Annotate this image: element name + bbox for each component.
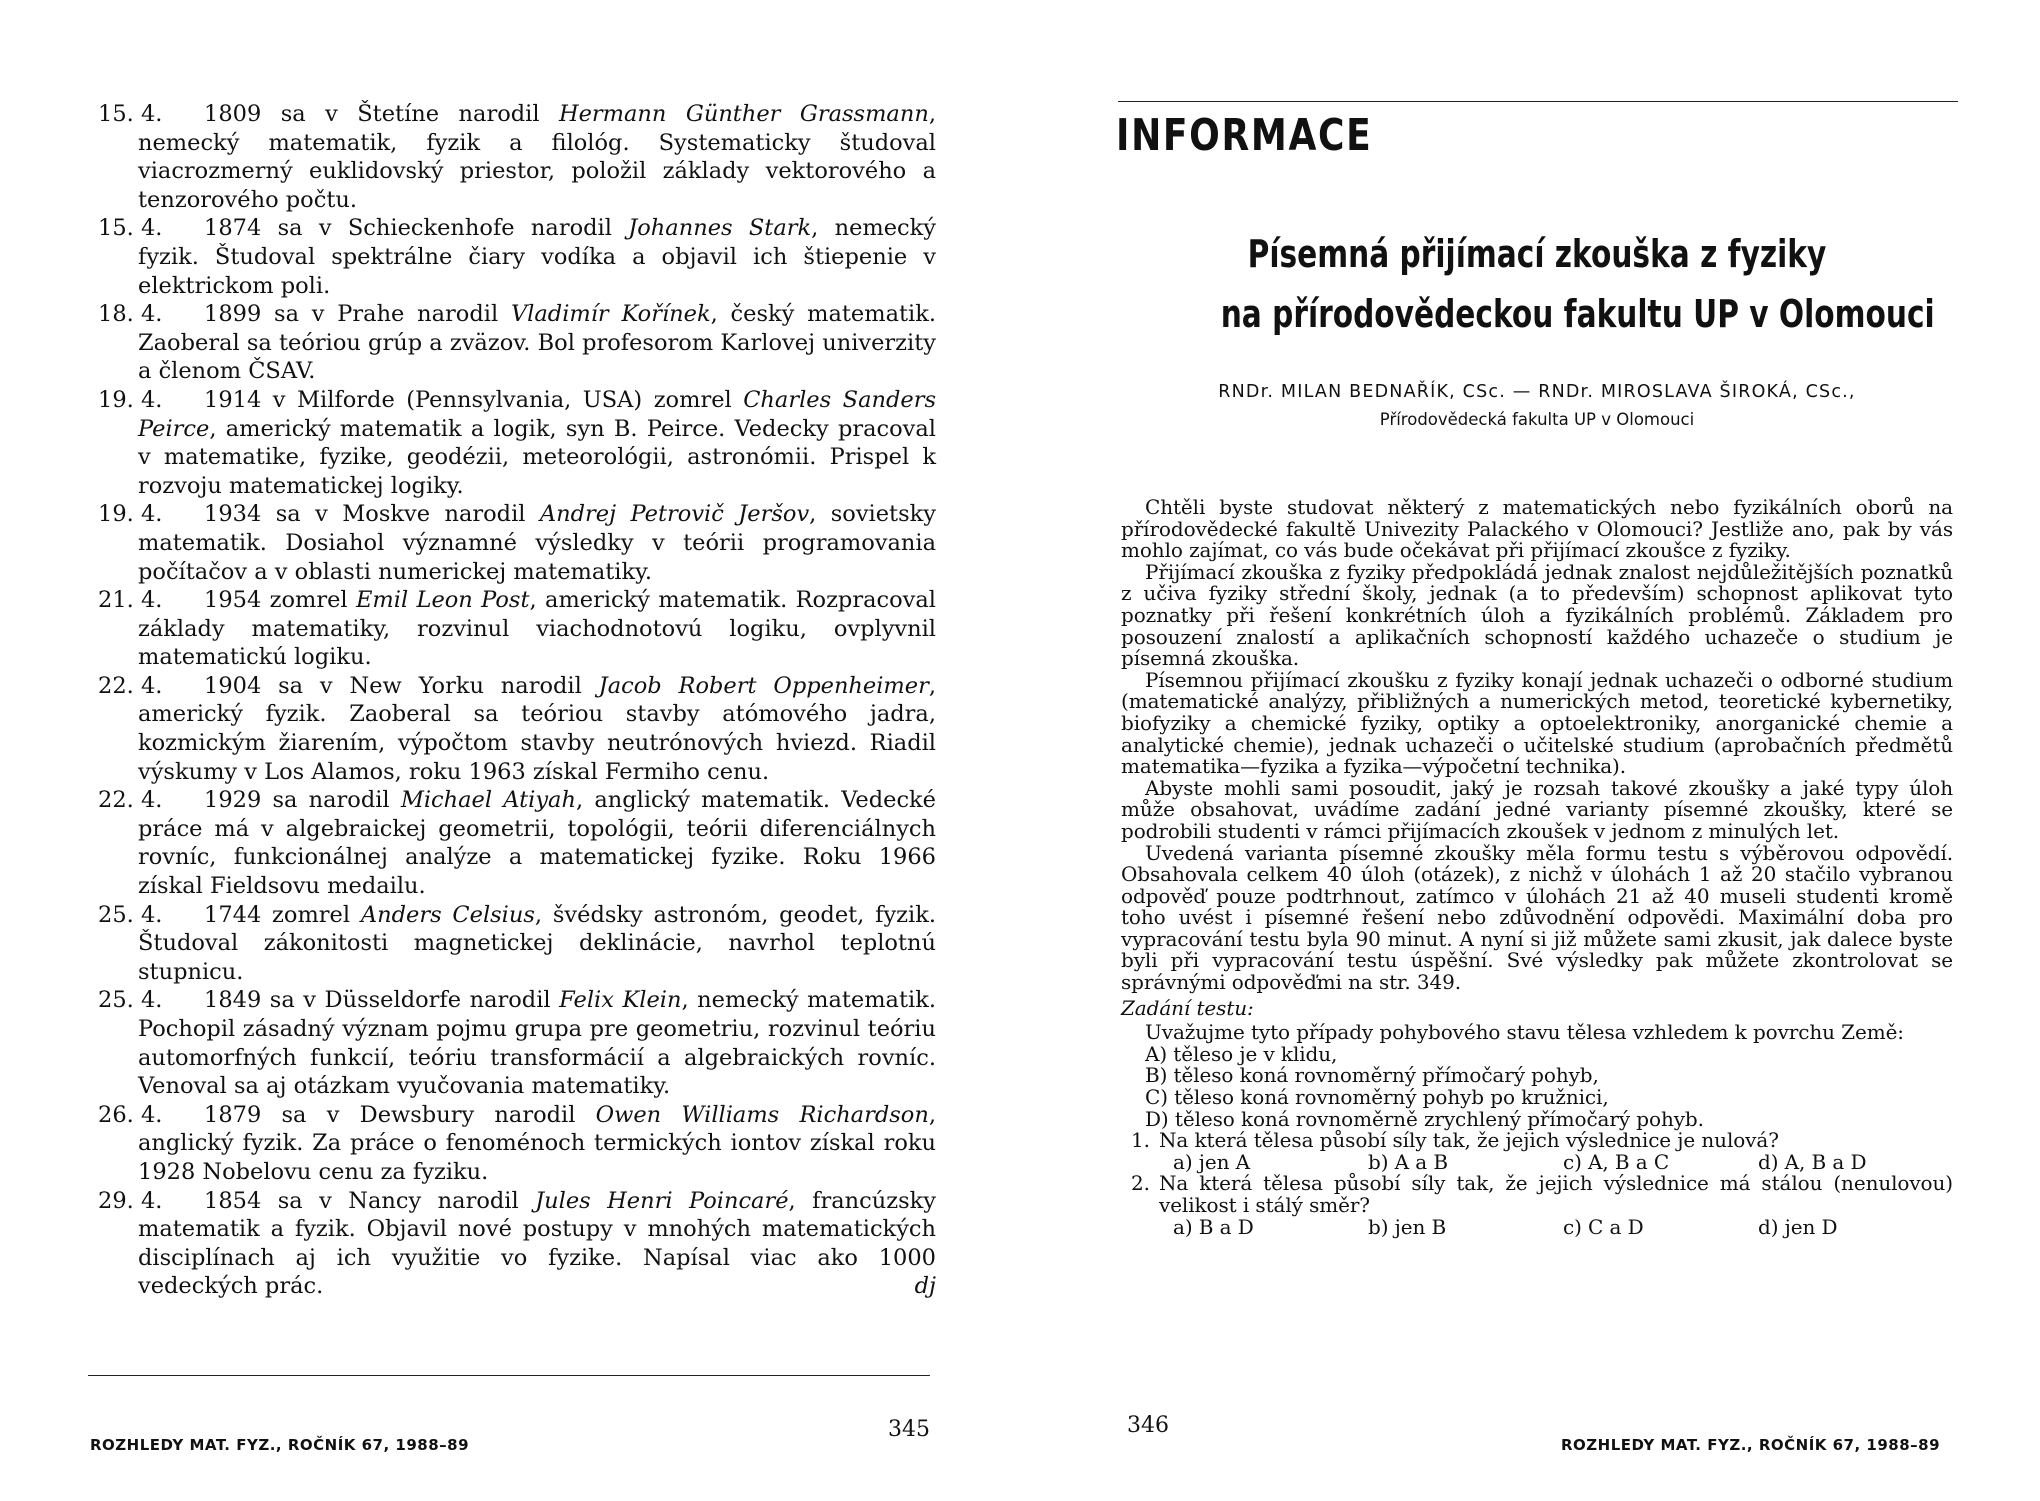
question-text: 1. Na která tělesa působí síly tak, že jejich výslednice je nulová? [1131, 1128, 1779, 1153]
article-authors: RNDr. MILAN BEDNAŘÍK, CSc. — RNDr. MIROSLAVA ŠIROKÁ, CSc., [1218, 382, 1856, 402]
case-item: B) těleso koná rovnoměrný přímočarý pohyb, [1145, 1063, 1599, 1088]
person-name: Charles Sanders Peirce [138, 386, 936, 442]
page-number-left: 345 [888, 1417, 930, 1442]
case-list [1121, 1041, 1953, 1131]
article-paragraph: Uvedená varianta písemné zkoušky měla formu testu s výběrovou odpovědí. Obsahovala celkem 40 úloh (otázek), z nichž v úlohách 1 až 20 stačilo vybranou odpověď pouze podtrhnout, zatímco v úlohách 21 až 40 museli studenti kromě toho uvést i písemné řešení nebo zdůvodnění odpovědi. Maximální doba pro vypracování testu byla 90 minut. A nyní si již můžete sami zkusit, jak dalece byste byli při vypracování testu úspěšní. Své výsledky pak můžete zkontrolovat se správnými odpověďmi na str. 349. [1121, 840, 1953, 995]
entry-text: 1849 sa v Düsseldorfe narodil Felix Klein, nemecký matematik. Pochopil zásadný význam pojmu grupa pre geometriu, rozvinul teóriu automorfných funkcií, teóriu transformácií a algebraických rovníc. Venoval sa aj otázkam vyučovania matematiky. [138, 987, 936, 1100]
article-paragraph: Abyste mohli sami posoudit, jaký je rozsah takové zkoušky a jaké typy úloh může obsahovat, uvádíme zadání jedné varianty písemné zkoušky, které se podrobili studenti v rámci přijímacích zkoušek v jednom z minulých let. [1121, 775, 1953, 843]
answer-option[interactable]: c) C a D [1563, 1214, 1644, 1239]
anniversary-entry [98, 586, 936, 672]
test-label: Zadání testu: [1121, 995, 1254, 1020]
anniversary-entry [98, 500, 936, 586]
answer-option[interactable]: b) jen B [1368, 1214, 1447, 1239]
article-body [1121, 497, 1953, 1238]
person-name: Hermann Günther Grassmann [558, 101, 929, 127]
entry-text: 1809 sa v Štetíne narodil Hermann Günther Grassmann, nemecký matematik, fyzik a filológ. Systematicky študoval viacrozmerný euklidovský priestor, položil základy vektorového a tenzorového počtu. [138, 101, 936, 213]
section-rule [1118, 101, 1958, 102]
question-text: 2. Na která tělesa působí síly tak, že jejich výslednice má stálou (nenulovou) velikost i stálý směr? [1131, 1171, 1953, 1217]
person-name: Johannes Stark [628, 215, 812, 242]
person-name: Jacob Robert Oppenheimer [598, 672, 929, 699]
entry-text: 1914 v Milforde (Pennsylvania, USA) zomrel Charles Sanders Peirce, americký matematik a logik, syn B. Peirce. Vedecky pracoval v matematike, fyzike, geodézii, meteorológii, astronómii. Prispel k rozvoju matematickej logiky. [138, 386, 936, 499]
page-number-right: 346 [1127, 1413, 1169, 1438]
answer-option[interactable]: d) A, B a D [1758, 1149, 1867, 1174]
entry-date: 22. 4. [98, 672, 163, 699]
entry-date: 22. 4. [98, 787, 163, 814]
question [1121, 1173, 1953, 1238]
anniversary-entry [98, 672, 936, 786]
entry-text: 1904 sa v New Yorku narodil Jacob Robert Oppenheimer, americký fyzik. Zaoberal sa teóriou stavby atómového jadra, kozmickým žiarením, výpočtom stavby neutrónových hviezd. Riadil výskumy v Los Alamos, roku 1963 získal Fermiho cenu. [138, 672, 936, 785]
entry-text: 1874 sa v Schieckenhofe narodil Johannes Stark, nemecký fyzik. Študoval spektrálne čiary vodíka a objavil ich štiepenie v elektrickom poli. [138, 215, 936, 299]
question-number: 1. [1131, 1128, 1150, 1153]
question-number: 2. [1131, 1171, 1150, 1196]
entry-date: 29. 4. [98, 1187, 163, 1214]
person-name: Michael Atiyah [400, 787, 576, 814]
anniversary-entry [98, 1187, 936, 1301]
person-name: Anders Celsius [360, 901, 535, 928]
case-item: A) těleso je v klidu, [1145, 1041, 1338, 1066]
footer-journal-right: ROZHLEDY MAT. FYZ., ROČNÍK 67, 1988–89 [1561, 1436, 1941, 1454]
test-intro: Uvažujme tyto případy pohybového stavu tělesa vzhledem k povrchu Země: [1145, 1020, 1904, 1045]
entry-text: 1879 sa v Dewsbury narodil Owen Williams Richardson, anglický fyzik. Za práce o fenoménoch termických iontov získal roku 1928 Nobelovu cenu za fyziku. [138, 1101, 936, 1185]
entry-date: 21. 4. [98, 587, 163, 614]
entry-text: 1954 zomrel Emil Leon Post, americký matematik. Rozpracoval základy matematiky, rozvinul viachodnotovú logiku, ovplyvnil matematickú logiku. [138, 587, 936, 671]
question [1121, 1130, 1953, 1173]
entry-text: 1854 sa v Nancy narodil Jules Henri Poincaré, francúzsky matematik a fyzik. Objavil nové postupy v mnohých matematických disciplínach aj ich využitie vo fyzike. Napísal viac ako 1000 vedeckých prác. [138, 1187, 936, 1300]
case-item: C) těleso koná rovnoměrný pohyb po kružnici, [1145, 1085, 1609, 1110]
entry-date: 26. 4. [98, 1101, 163, 1128]
anniversary-list [98, 100, 936, 1301]
entry-date: 19. 4. [98, 501, 163, 528]
anniversary-entry [98, 901, 936, 987]
entry-text: 1744 zomrel Anders Celsius, švédsky astronóm, geodet, fyzik. Študoval zákonitosti magnetickej deklinácie, navrhol teplotnú stupnicu. [138, 901, 936, 985]
person-name: Jules Henri Poincaré [535, 1187, 789, 1214]
answer-option[interactable]: b) A a B [1368, 1149, 1448, 1174]
question-list [1121, 1130, 1953, 1238]
entry-text: 1899 sa v Prahe narodil Vladimír Kořínek, český matematik. Zaoberal sa teóriou grúp a zväzov. Bol profesorom Karlovej univerzity a členom ČSAV. [138, 301, 937, 385]
article-title-line-2: na přírodovědeckou fakultu UP v Olomouci [1220, 292, 1935, 336]
article-paragraph: Chtěli byste studovat některý z matematických nebo fyzikálních oborů na přírodovědecké fakultě Univezity Palackého v Olomouci? Jestliže ano, pak by vás mohlo zajímat, co vás bude očekávat při přijímací zkoušce z fyziky. [1121, 495, 1953, 563]
answer-options [1121, 1149, 1953, 1174]
person-name: Vladimír Kořínek [510, 301, 711, 328]
anniversary-entry [98, 986, 936, 1100]
anniversary-entry [98, 100, 936, 214]
person-name: Emil Leon Post [355, 587, 530, 614]
case-item: D) těleso koná rovnoměrně zrychlený přímočarý pohyb. [1145, 1106, 1704, 1131]
entry-date: 18. 4. [98, 301, 163, 328]
section-heading: INFORMACE [1116, 110, 1373, 161]
anniversary-entry [98, 214, 936, 300]
footer-journal-left: ROZHLEDY MAT. FYZ., ROČNÍK 67, 1988–89 [90, 1436, 470, 1454]
person-name: Andrej Petrovič Jeršov [539, 501, 810, 528]
answer-option[interactable]: d) jen D [1758, 1214, 1838, 1239]
entry-text: 1934 sa v Moskve narodil Andrej Petrovič Jeršov, sovietsky matematik. Dosiahol významné výsledky v teórii programovania počítačov a v oblasti numerickej matematiky. [138, 501, 936, 585]
article-affiliation: Přírodovědecká fakulta UP v Olomouci [1379, 410, 1695, 429]
article-paragraph: Přijímací zkouška z fyziky předpokládá jednak znalost nejdůležitějších poznatků z učiva fyziky střední školy, jednak (a to především) schopnost aplikovat tyto poznatky při řešení konkrétních úloh a fyzikálních problémů. Základem pro posouzení znalostí a aplikačních schopností každého uchazeče o studium je písemná zkouška. [1121, 559, 1953, 671]
entry-date: 25. 4. [98, 901, 163, 928]
person-name: Owen Williams Richardson [595, 1101, 929, 1128]
anniversary-entry [98, 1101, 936, 1187]
article-title-line-1: Písemná přijímací zkouška z fyziky [1247, 232, 1827, 276]
person-name: Felix Klein [559, 987, 682, 1014]
anniversary-entry [98, 786, 936, 900]
entry-date: 19. 4. [98, 386, 163, 413]
author-signature: dj [914, 1273, 936, 1300]
article-paragraphs [1121, 497, 1953, 994]
answer-options [1121, 1214, 1953, 1239]
entry-text: 1929 sa narodil Michael Atiyah, anglický matematik. Vedecké práce má v algebraickej geometrii, topológii, teórii diferenciálnych rovníc, funkcionálnej analýze a matematickej fyzike. Roku 1966 získal Fieldsovu medailu. [138, 787, 936, 900]
answer-option[interactable]: a) B a D [1173, 1214, 1254, 1239]
footer-rule [88, 1375, 930, 1376]
article-paragraph: Písemnou přijímací zkoušku z fyziky konají jednak uchazeči o odborné studium (matematické analýzy, přibližných a numerických metod, teoretické kybernetiky, biofyziky a chemické fyziky, optiky a optoelektroniky, anorganické chemie a analytické chemie), jednak uchazeči o učitelské studium (aprobačních předmětů matematika—fyzika a fyzika—výpočetní technika). [1121, 667, 1953, 779]
answer-option[interactable]: a) jen A [1173, 1149, 1251, 1174]
answer-option[interactable]: c) A, B a C [1563, 1149, 1670, 1174]
anniversary-entry [98, 386, 936, 500]
entry-date: 15. 4. [98, 101, 163, 127]
entry-date: 25. 4. [98, 987, 163, 1014]
anniversary-entry [98, 300, 936, 386]
entry-date: 15. 4. [98, 215, 163, 242]
